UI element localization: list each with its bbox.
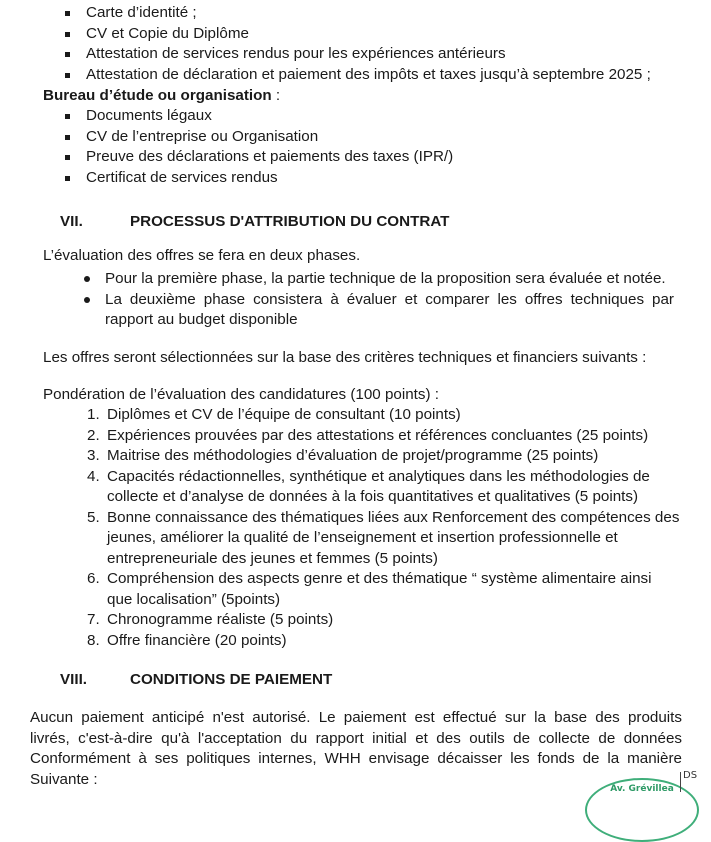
evaluation-intro: L’évaluation des offres se fera en deux phases. (43, 247, 361, 264)
list-item: La deuxième phase consistera à évaluer et comparer les offres techniques par rapport au budget disponible (78, 290, 674, 331)
criteria-list (87, 405, 687, 651)
individual-documents-list (62, 3, 651, 85)
list-item: 8. Offre financière (20 points) (87, 631, 287, 649)
section-8-heading (60, 670, 460, 692)
list-item: 2. Expériences prouvées par des attestations et références concluantes (25 points) (87, 426, 649, 444)
signature-mark (680, 772, 681, 792)
list-item: Carte d’identité ; (62, 3, 651, 24)
payment-paragraph: Aucun paiement anticipé n'est autorisé. Le paiement est effectué sur la base des produits livrés, c'est-à-dire qu'à l'acceptation du rapport initial et des outils de collecte de données Conformément à ses politiques internes, WHH envisage décaisser les fonds de la manière Suivante : (30, 709, 682, 788)
selection-paragraph: Les offres seront sélectionnées sur la base des critères techniques et financiers suivants : (43, 349, 647, 366)
phases-list (78, 269, 674, 331)
bureau-heading: Bureau d’étude ou organisation : (43, 87, 281, 104)
list-item: Certificat de services rendus (62, 168, 453, 189)
list-item: 4. Capacités rédactionnelles, synthétique et analytiques dans les méthodologies de collecte et d’analyse de données à la fois quantitatives et qualitatives (5 points) (87, 467, 650, 505)
list-item: Attestation de services rendus pour les expériences antérieurs (62, 44, 651, 65)
initials: DS (683, 770, 698, 781)
list-item: 1. Diplômes et CV de l’équipe de consultant (10 points) (87, 406, 461, 423)
list-item: CV de l’entreprise ou Organisation (62, 127, 453, 148)
section-title: CONDITIONS DE PAIEMENT (130, 671, 333, 688)
section-title: PROCESSUS D'ATTRIBUTION DU CONTRAT (130, 213, 450, 230)
weighting-heading: Pondération de l’évaluation des candidatures (100 points) : (43, 386, 439, 403)
list-item: 5. Bonne connaissance des thématiques liées aux Renforcement des compétences des jeunes, améliorer la qualité de l’enseignement et insertion professionnelle et entrepreneuriale des jeunes et femmes (5 points) (87, 508, 680, 567)
bureau-documents-list (62, 106, 453, 188)
section-number: VII. (60, 213, 83, 230)
section-7-heading (60, 212, 560, 234)
list-item: 3. Maitrise des méthodologies d’évaluation de projet/programme (25 points) (87, 447, 599, 464)
organization-stamp: Av. Grévillea (585, 778, 699, 842)
list-item: Attestation de déclaration et paiement des impôts et taxes jusqu’à septembre 2025 ; (62, 65, 651, 86)
list-item: 7. Chronogramme réaliste (5 points) (87, 611, 334, 628)
section-number: VIII. (60, 671, 88, 688)
list-item: CV et Copie du Diplôme (62, 24, 651, 45)
list-item: Documents légaux (62, 106, 453, 127)
list-item: Pour la première phase, la partie technique de la proposition sera évaluée et notée. (78, 269, 674, 290)
list-item: Preuve des déclarations et paiements des taxes (IPR/) (62, 147, 453, 168)
list-item: 6. Compréhension des aspects genre et des thématique “ système alimentaire ainsi que localisation” (5points) (87, 570, 652, 608)
